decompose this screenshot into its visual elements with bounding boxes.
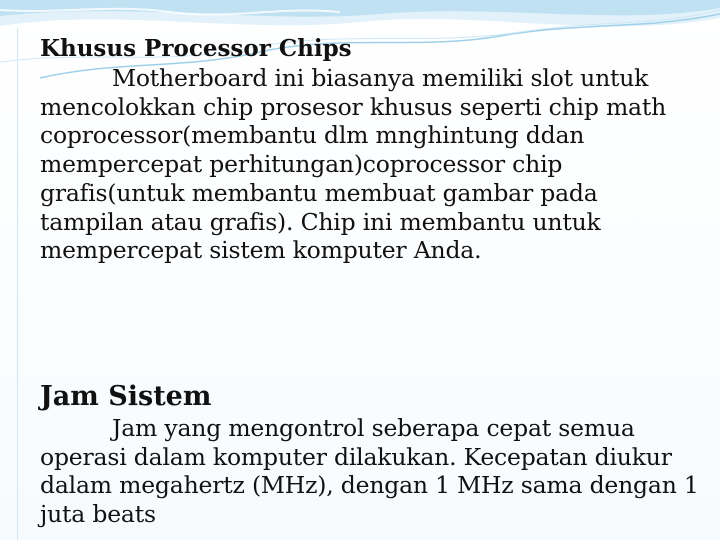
left-rule [17,28,18,540]
heading-processor-chips: Khusus Processor Chips [40,35,352,62]
heading-jam-sistem: Jam Sistem [40,381,212,412]
section-jam-sistem [40,380,700,529]
paragraph-processor-chips [40,64,680,265]
paragraph-jam-sistem-text: Jam yang mengontrol seberapa cepat semua operasi dalam komputer dilakukan. Kecepatan diukur dalam megahertz (MHz), dengan 1 MHz sama dengan 1 juta beats [40,414,699,529]
paragraph-jam-sistem [40,414,700,529]
section-processor-chips [40,34,680,265]
paragraph-processor-chips-text: Motherboard ini biasanya memiliki slot untuk mencolokkan chip prosesor khusus seperti chip math coprocessor(membantu dlm mnghintung ddan mempercepat perhitungan)coprocessor chip grafis(untuk membantu membuat gambar pada tampilan atau grafis). Chip ini membantu untuk mempercepat sistem komputer Anda. [40,64,667,265]
